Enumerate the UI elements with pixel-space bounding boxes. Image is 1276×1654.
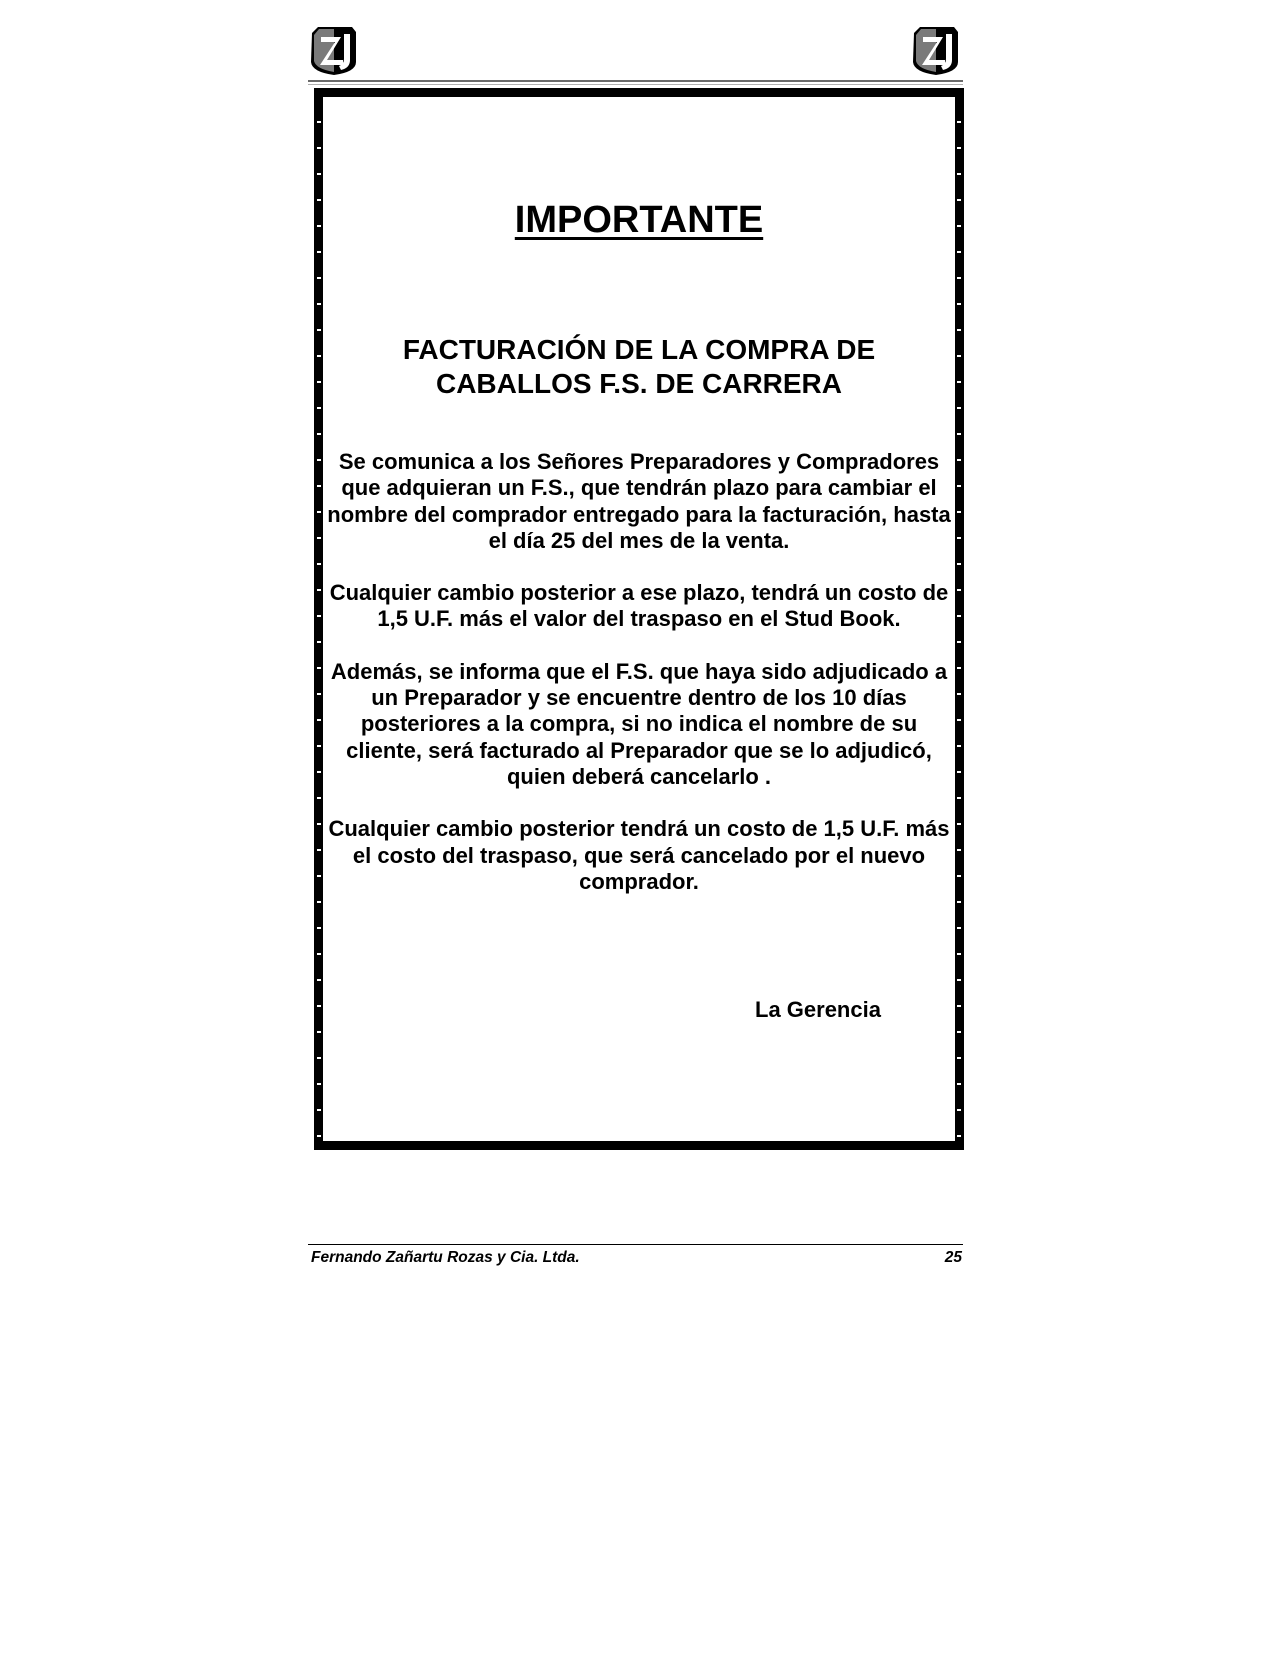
notice-signature: La Gerencia <box>755 997 881 1022</box>
header-divider-shadow <box>308 84 963 85</box>
notice-title: IMPORTANTE <box>514 199 764 241</box>
footer-company-name: Fernando Zañartu Rozas y Cia. Ltda. <box>311 1249 580 1266</box>
fz-shield-logo-icon <box>910 24 960 76</box>
footer-divider <box>308 1244 963 1245</box>
notice-body <box>327 449 951 921</box>
frame-border-ticks-right <box>957 97 961 1141</box>
notice-subtitle <box>343 333 935 401</box>
notice-subtitle-line-1: FACTURACIÓN DE LA COMPRA DE <box>402 334 876 365</box>
footer-page-number: 25 <box>944 1249 962 1266</box>
notice-frame <box>314 88 964 1150</box>
notice-paragraph-transfer-cost: Cualquier cambio posterior tendrá un costo de 1,5 U.F. más el costo del traspaso, que será cancelado por el nuevo comprador. <box>328 816 950 894</box>
frame-border-ticks-left <box>317 97 321 1141</box>
fz-shield-logo-icon <box>308 24 358 76</box>
notice-paragraph-trainer-billing: Además, se informa que el F.S. que haya sido adjudicado a un Preparador y se encuentre dentro de los 10 días posteriores a la compra, si no indica el nombre de su cliente, será facturado al Preparador que se lo adjudicó, quien deberá cancelarlo . <box>330 658 948 789</box>
notice-paragraph-late-change-cost: Cualquier cambio posterior a ese plazo, tendrá un costo de 1,5 U.F. más el valor del traspaso en el Stud Book. <box>329 580 949 632</box>
notice-paragraph-billing-deadline: Se comunica a los Señores Preparadores y Compradores que adquieran un F.S., que tendrán plazo para cambiar el nombre del comprador entregado para la facturación, hasta el día 25 del mes de la venta. <box>327 449 951 553</box>
notice-subtitle-line-2: CABALLOS F.S. DE CARRERA <box>435 368 842 399</box>
header-divider <box>308 80 963 82</box>
